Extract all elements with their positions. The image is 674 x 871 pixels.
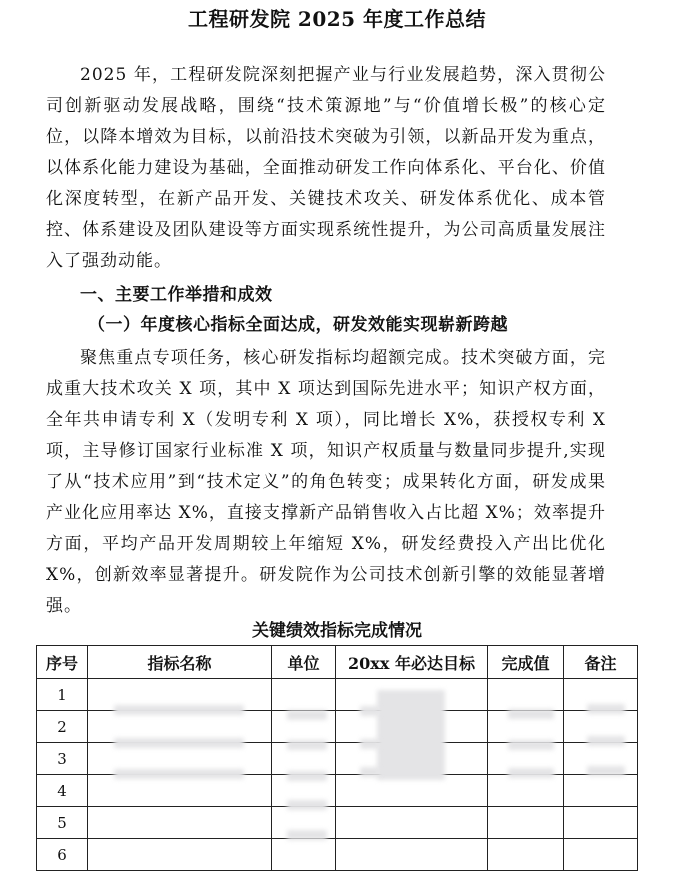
cell [488, 839, 564, 871]
row-index: 1 [37, 679, 88, 711]
redacted-remark-1 [587, 704, 625, 714]
header-unit: 单位 [272, 646, 336, 679]
table-header-row [37, 646, 638, 679]
cell [488, 679, 564, 711]
cell [88, 807, 272, 839]
document-title: 工程研发院 2025 年度工作总结 [187, 7, 487, 31]
row-index: 5 [37, 807, 88, 839]
cell [488, 807, 564, 839]
redacted-unit-4 [287, 800, 327, 810]
intro-paragraph: 2025 年，工程研发院深刻把握产业与行业发展趋势，深入贯彻公司创新驱动发展战略，围绕“技术策源地”与“价值增长极”的核心定位，以降本增效为目标，以前沿技术突破为引领，以新品开发为重点，以体系化能力建设为基础，全面推动研发工作向体系化、平台化、价值化深度转型，在新产品开发、关键技术攻关、研发体系优化、成本管控、体系建设及团队建设等方面实现系统性提升，为公司高质量发展注入了强劲动能。 [46, 65, 606, 271]
cell [564, 807, 638, 839]
redacted-name-3 [114, 769, 244, 779]
redacted-unit-5 [287, 830, 327, 840]
redacted-target-block [377, 690, 445, 780]
section-heading-1: 一、主要工作举措和成效 [80, 285, 273, 305]
table-row [37, 807, 638, 839]
cell [88, 775, 272, 807]
redacted-name-2 [114, 738, 244, 748]
redacted-actual-1 [508, 709, 554, 719]
subsection-heading-1: （一）年度核心指标全面达成，研发效能实现崭新跨越 [88, 315, 508, 335]
row-index: 2 [37, 711, 88, 743]
cell [272, 839, 336, 871]
table-row [37, 775, 638, 807]
header-remarks: 备注 [564, 646, 638, 679]
redacted-target-3 [360, 767, 380, 777]
cell [272, 679, 336, 711]
row-index: 3 [37, 743, 88, 775]
cell [488, 775, 564, 807]
table-caption: 关键绩效指标完成情况 [252, 621, 422, 641]
redacted-unit-2 [287, 740, 327, 750]
redacted-remark-2 [587, 736, 625, 746]
redacted-name-1 [114, 705, 244, 715]
redacted-target-2 [360, 739, 380, 749]
row-index: 6 [37, 839, 88, 871]
cell [336, 839, 488, 871]
redacted-remark-3 [587, 766, 625, 776]
subsection-1-paragraph: 聚焦重点专项任务，核心研发指标均超额完成。技术突破方面，完成重大技术攻关 X 项，其中 X 项达到国际先进水平；知识产权方面，全年共申请专利 X（发明专利 X 项），同比增长 X%，获授权专利 X 项，主导修订国家行业标准 X 项，知识产权质量与数量同步提升,实现了从“技术应用”到“技术定义”的角色转变；成果转化方面，研发成果产业化应用率达 X%，直接支撑新产品销售收入占比超 X%；效率提升方面，平均产品开发周期较上年缩短 X%，研发经费投入产出比优化 X%，创新效率显著提升。研发院作为公司技术创新引擎的效能显著增强。 [46, 348, 606, 616]
header-indicator-name: 指标名称 [88, 646, 272, 679]
header-target: 20xx 年必达目标 [336, 646, 488, 679]
cell [88, 839, 272, 871]
cell [336, 807, 488, 839]
header-index: 序号 [37, 646, 88, 679]
row-index: 4 [37, 775, 88, 807]
kpi-table [36, 645, 638, 871]
redacted-unit-3 [287, 771, 327, 781]
redacted-actual-3 [508, 768, 554, 778]
redacted-target-1 [360, 706, 380, 716]
table-row [37, 839, 638, 871]
redacted-unit-1 [287, 710, 327, 720]
header-actual-value: 完成值 [488, 646, 564, 679]
redacted-actual-2 [508, 740, 554, 750]
cell [564, 775, 638, 807]
cell [564, 839, 638, 871]
